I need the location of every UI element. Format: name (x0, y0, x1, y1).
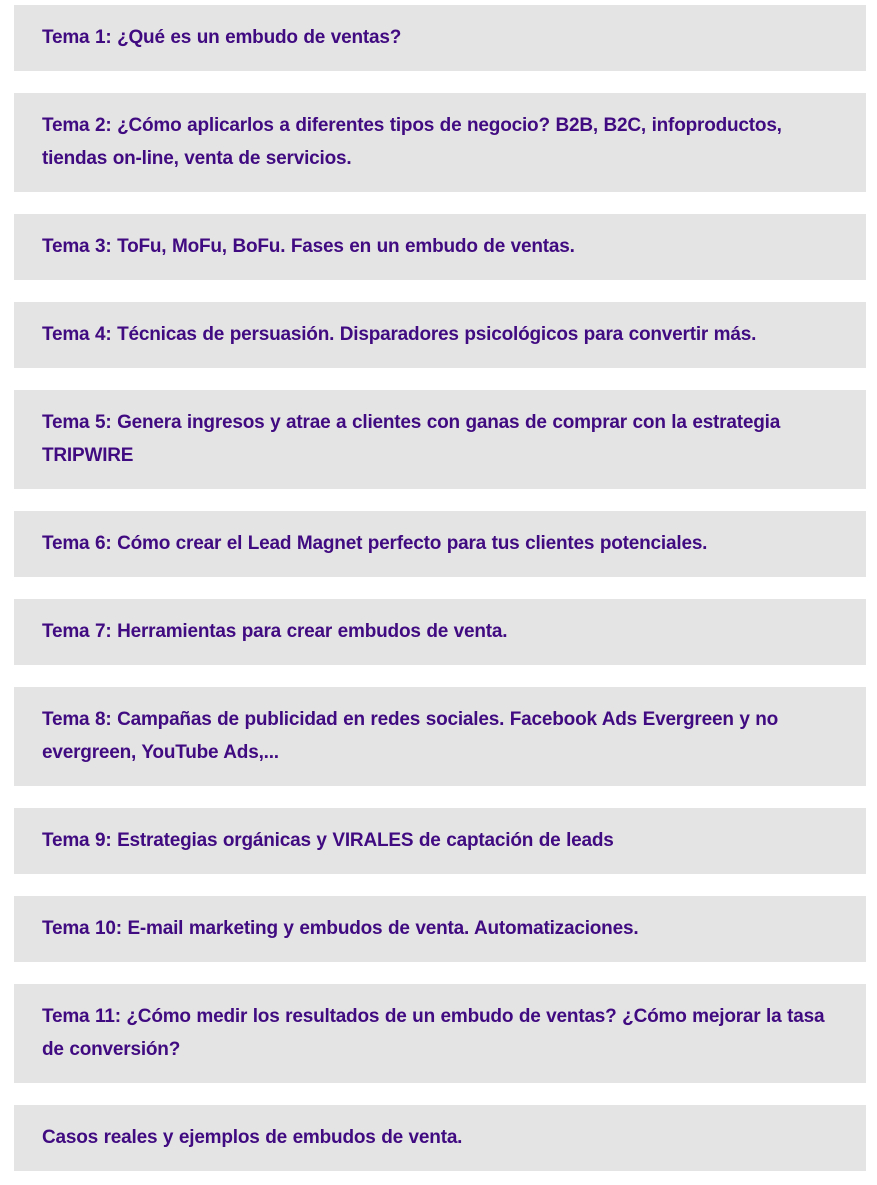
topic-item (14, 599, 866, 665)
topic-item (14, 511, 866, 577)
topic-item (14, 302, 866, 368)
topic-item (14, 5, 866, 71)
topic-item-label: Tema 2: ¿Cómo aplicarlos a diferentes tipos de negocio? B2B, B2C, infoproductos, tiendas on-line, venta de servicios. (42, 115, 782, 169)
topic-item-label: Casos reales y ejemplos de embudos de venta. (42, 1127, 463, 1148)
topic-item-label: Tema 5: Genera ingresos y atrae a clientes con ganas de comprar con la estrategia TRIPWIRE (42, 412, 781, 466)
topic-item (14, 1105, 866, 1171)
topic-item-label: Tema 7: Herramientas para crear embudos de venta. (42, 621, 508, 642)
topic-item (14, 93, 866, 192)
topic-item (14, 214, 866, 280)
topic-item-label: Tema 1: ¿Qué es un embudo de ventas? (42, 27, 402, 48)
topic-item-label: Tema 6: Cómo crear el Lead Magnet perfecto para tus clientes potenciales. (42, 533, 708, 554)
topic-item-label: Tema 9: Estrategias orgánicas y VIRALES de captación de leads (42, 830, 614, 851)
topic-item-label: Tema 11: ¿Cómo medir los resultados de un embudo de ventas? ¿Cómo mejorar la tasa de conversión? (42, 1006, 825, 1060)
topic-item (14, 896, 866, 962)
topic-item (14, 687, 866, 786)
topic-item-label: Tema 4: Técnicas de persuasión. Disparadores psicológicos para convertir más. (42, 324, 757, 345)
topic-item (14, 808, 866, 874)
topic-item (14, 984, 866, 1083)
topic-item-label: Tema 8: Campañas de publicidad en redes sociales. Facebook Ads Evergreen y no evergreen, YouTube Ads,... (42, 709, 779, 763)
topic-item (14, 390, 866, 489)
topic-item-label: Tema 3: ToFu, MoFu, BoFu. Fases en un embudo de ventas. (42, 236, 575, 257)
topic-item-label: Tema 10: E-mail marketing y embudos de venta. Automatizaciones. (42, 918, 639, 939)
